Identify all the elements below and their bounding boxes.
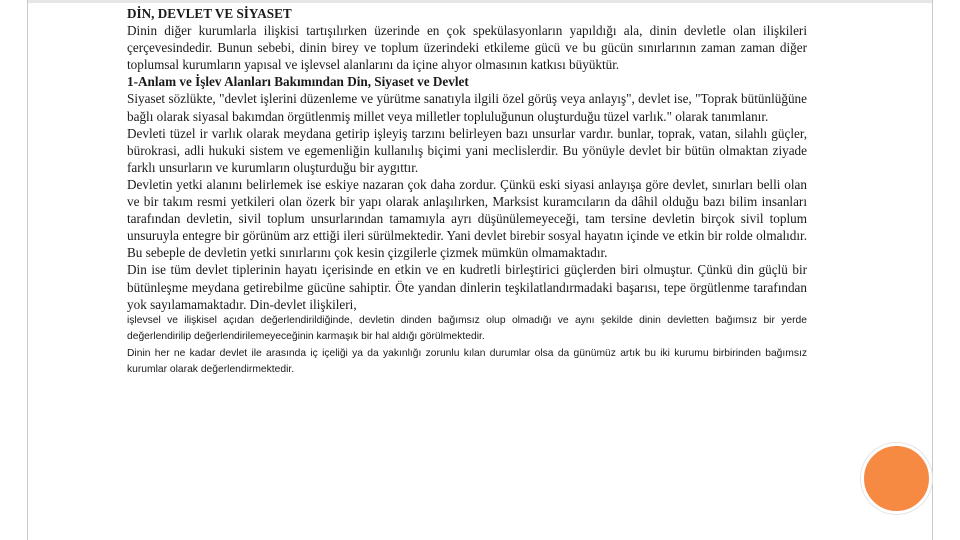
slide-left-border: [27, 0, 28, 540]
state-authority-paragraph: Devletin yetki alanını belirlemek ise eskiye nazaran çok daha zordur. Çünkü eski siyasi anlayışa göre devlet, sınırları belli olan ve bir takım resmi yetkileri olan özerk bir yapı olarak anlaşılırken, Marksist kuramcıların da dâhil olduğu bazı bilim insanları tarafından devletin, sivil toplum unsurlarından tamamıyla ayrı düşünülemeyeceği, tam tersine devletin birçok sivil toplum unsuruyla entegre bir görünüm arz ettiği ileri sürülmektedir. Yani devlet birebir sosyal hayatın içinde ve etkin bir rolde olmalıdır. Bu sebeple de devletin yetki sınırlarını çok kesin çizgilerle çizmek mümkün olmamaktadır.: [127, 176, 807, 261]
state-elements-paragraph: Devleti tüzel ir varlık olarak meydana getirip işleyiş tarzını belirleyen bazı unsurlar vardır. bunlar, toprak, vatan, silahlı güçler, bürokrasi, adli hukuki sistem ve egemenliğin kullanılış biçimi yani meclislerdir. Bu yönüyle devlet bir bütün olmaktan ziyade farklı unsurların ve kurumların oluşturduğu bir aygıttır.: [127, 125, 807, 175]
orange-circle-decoration: [861, 443, 932, 514]
definition-paragraph: Siyaset sözlükte, "devlet işlerini düzenleme ve yürütme sanatıyla ilgili özel görüş veya anlayış", devlet ise, "Toprak bütünlüğüne bağlı olarak siyasal bakımdan örgütlenmiş millet veya milletler topluluğunun oluşturduğu tüzel varlık." olarak tanımlanır.: [127, 91, 807, 124]
slide-right-border: [932, 0, 933, 540]
religion-state-relation-paragraph: işlevsel ve ilişkisel açıdan değerlendirildiğinde, devletin dinden bağımsız olup olmadığı ve aynı şekilde dinin devletten bağımsız bir yerde değerlendirilip değerlendirilemeyeceğinin karmaşık bir hal aldığı görülmektedir.: [127, 314, 807, 342]
slide-top-border: [27, 0, 933, 3]
page-title: DİN, DEVLET VE SİYASET: [127, 6, 292, 21]
conclusion-paragraph: Dinin her ne kadar devlet ile arasında iç içeliği ya da yakınlığı zorunlu kılan durumlar olsa da günümüz artık bu iki kurumu birbirinden bağımsız kurumlar olarak değerlendirmektedir.: [127, 348, 807, 376]
slide-body: [127, 5, 807, 379]
religion-paragraph: Din ise tüm devlet tiplerinin hayatı içerisinde en etkin ve en kudretli birleştirici güçlerden biri olmuştur. Çünkü din güçlü bir bütünleşme meydana getirebilme gücüne sahiptir. Öte yandan dinlerin teşkilatlandırmadaki başarısı, tepe örgütlenme tarafından yok sayılamamaktadır. Din-devlet ilişkileri,: [127, 262, 807, 312]
intro-paragraph: Dinin diğer kurumlarla ilişkisi tartışılırken üzerinde en çok spekülasyonların yapıldığı ala, dinin devletle olan ilişkileri çerçevesindedir. Bunun sebebi, dinin birey ve toplum üzerindeki etkileme gücü ve bu gücün sınırlarının zaman zaman diğer toplumsal kurumların yapısal ve işlevsel alanlarını da içine alıyor olmasının katkısı büyüktür.: [127, 23, 807, 73]
section-heading: 1-Anlam ve İşlev Alanları Bakımından Din, Siyaset ve Devlet: [127, 74, 469, 90]
